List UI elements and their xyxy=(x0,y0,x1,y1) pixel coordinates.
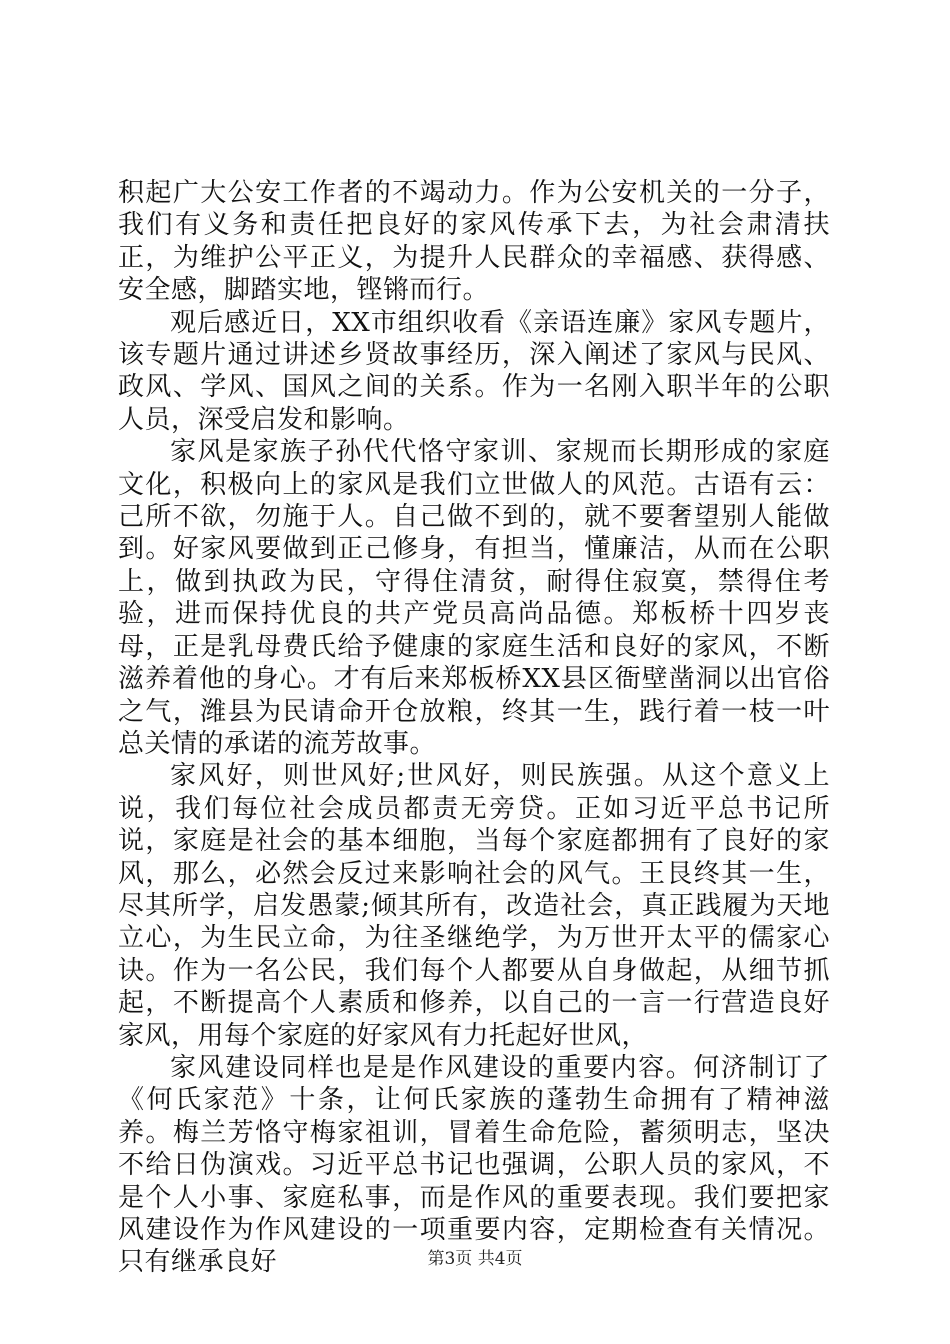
paragraph-2: 观后感近日，XX市组织收看《亲语连廉》家风专题片，该专题片通过讲述乡贤故事经历，深入阐述了家风与民风、政风、学风、国风之间的关系。作为一名刚入职半年的公职人员，深受启发和影响。 xyxy=(118,307,830,435)
paragraph-1: 积起广大公安工作者的不竭动力。作为公安机关的一分子，我们有义务和责任把良好的家风传承下去，为社会肃清扶正，为维护公平正义，为提升人民群众的幸福感、获得感、安全感，脚踏实地，铿锵而行。 xyxy=(118,178,830,306)
page-number-footer: 第3页 共4页 xyxy=(427,1249,523,1269)
paragraph-5: 家风建设同样也是是作风建设的重要内容。何济制订了《何氏家范》十条，让何氏家族的蓬勃生命拥有了精神滋养。梅兰芳恪守梅家祖训，冒着生命危险，蓄须明志，坚决不给日伪演戏。习近平总书记也强调，公职人员的家风，不是个人小事、家庭私事，而是作风的重要表现。我们要把家风建设作为作风建设的一项重要内容，定期检查有关情况。只有继承良好 xyxy=(118,1052,830,1278)
paragraph-4: 家风好，则世风好;世风好，则民族强。从这个意义上说，我们每位社会成员都责无旁贷。正如习近平总书记所说，家庭是社会的基本细胞，当每个家庭都拥有了良好的家风，那么，必然会反过来影响社会的风气。王艮终其一生，尽其所学，启发愚蒙;倾其所有，改造社会，真正践履为天地立心，为生民立命，为往圣继绝学，为万世开太平的儒家心诀。作为一名公民，我们每个人都要从自身做起，从细节抓起，不断提高个人素质和修养，以自己的一言一行营造良好家风，用每个家庭的好家风有力托起好世风， xyxy=(118,761,830,1051)
paragraph-3: 家风是家族子孙代代恪守家训、家规而长期形成的家庭文化，积极向上的家风是我们立世做人的风范。古语有云：己所不欲，勿施于人。自己做不到的，就不要奢望别人能做到。好家风要做到正己修身，有担当，懂廉洁，从而在公职上，做到执政为民，守得住清贫，耐得住寂寞，禁得住考验，进而保持优良的共产党员高尚品德。郑板桥十四岁丧母，正是乳母费氏给予健康的家庭生活和良好的家风，不断滋养着他的身心。才有后来郑板桥XX县区衙壁凿洞以出官俗之气，潍县为民请命开仓放粮，终其一生，践行着一枝一叶总关情的承诺的流芳故事。 xyxy=(118,437,830,759)
document-body xyxy=(118,177,830,1279)
